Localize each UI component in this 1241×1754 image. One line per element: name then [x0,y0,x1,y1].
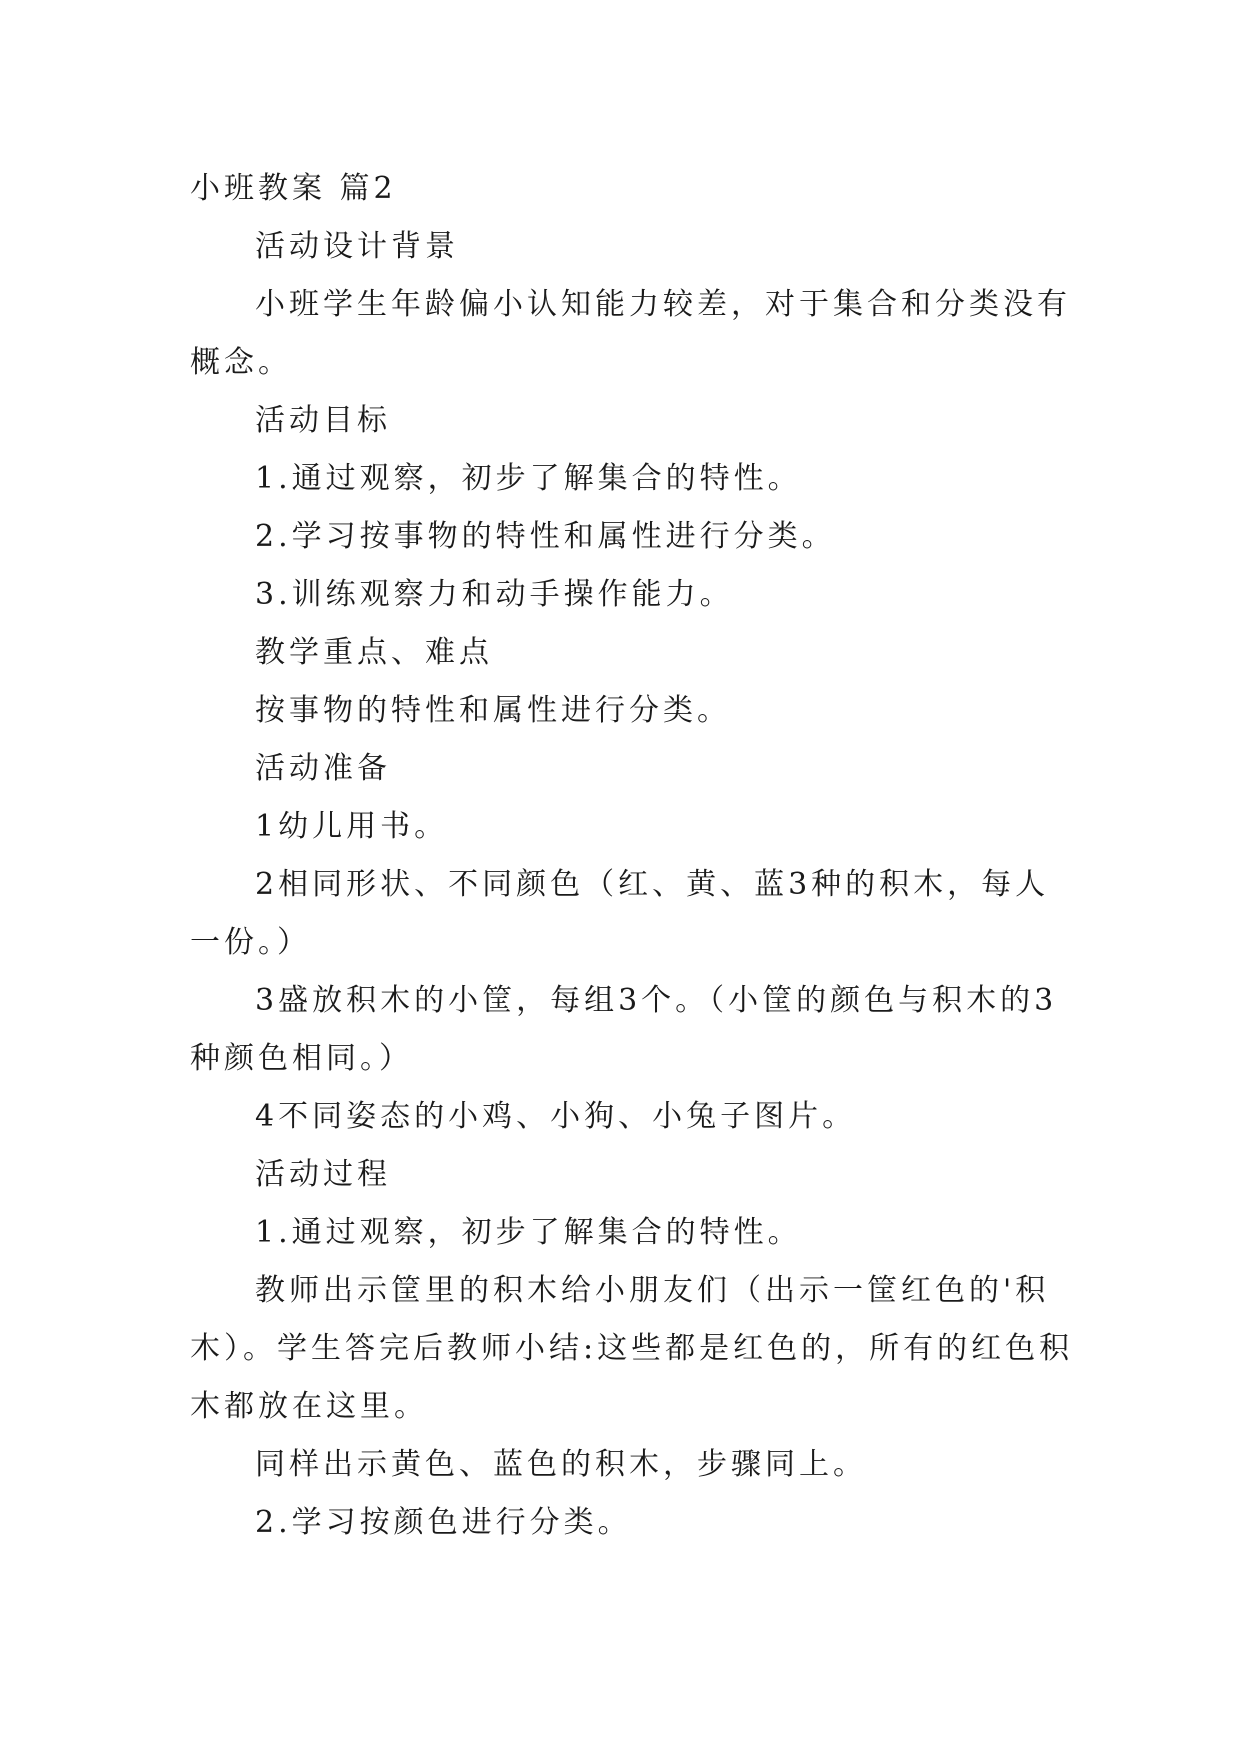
paragraph-line: 4不同姿态的小鸡、小狗、小兔子图片。 [255,1099,857,1134]
paragraph-line: 1幼儿用书。 [255,809,449,844]
paragraph-line: 一份。） [190,925,311,960]
paragraph-line: 活动过程 [255,1157,391,1192]
paragraph-line: 1.通过观察，初步了解集合的特性。 [255,1215,802,1250]
paragraph-line: 活动目标 [255,403,391,438]
paragraph-line: 木）。学生答完后教师小结:这些都是红色的，所有的红色积 [190,1331,1074,1366]
document-title: 小班教案 篇2 [190,171,397,206]
paragraph-line: 2.学习按颜色进行分类。 [255,1505,632,1540]
paragraph-line: 概念。 [190,345,292,380]
paragraph-line: 1.通过观察，初步了解集合的特性。 [255,461,802,496]
paragraph-line: 活动准备 [255,751,391,786]
paragraph-line: 教学重点、难点 [255,635,493,670]
paragraph-line: 小班学生年龄偏小认知能力较差，对于集合和分类没有 [255,287,1071,322]
paragraph-line: 活动设计背景 [255,229,459,264]
paragraph-line: 教师出示筐里的积木给小朋友们（出示一筐红色的'积 [255,1273,1050,1308]
paragraph-line: 按事物的特性和属性进行分类。 [255,693,731,728]
paragraph-line: 3.训练观察力和动手操作能力。 [255,577,734,612]
paragraph-line: 种颜色相同。） [190,1041,413,1076]
paragraph-line: 2.学习按事物的特性和属性进行分类。 [255,519,836,554]
paragraph-line: 3盛放积木的小筐，每组3个。（小筐的颜色与积木的3 [255,983,1058,1018]
document-body [190,160,1074,1552]
paragraph-line: 同样出示黄色、蓝色的积木，步骤同上。 [255,1447,867,1482]
paragraph-line: 2相同形状、不同颜色（红、黄、蓝3种的积木，每人 [255,867,1050,902]
paragraph-line: 木都放在这里。 [190,1389,428,1424]
